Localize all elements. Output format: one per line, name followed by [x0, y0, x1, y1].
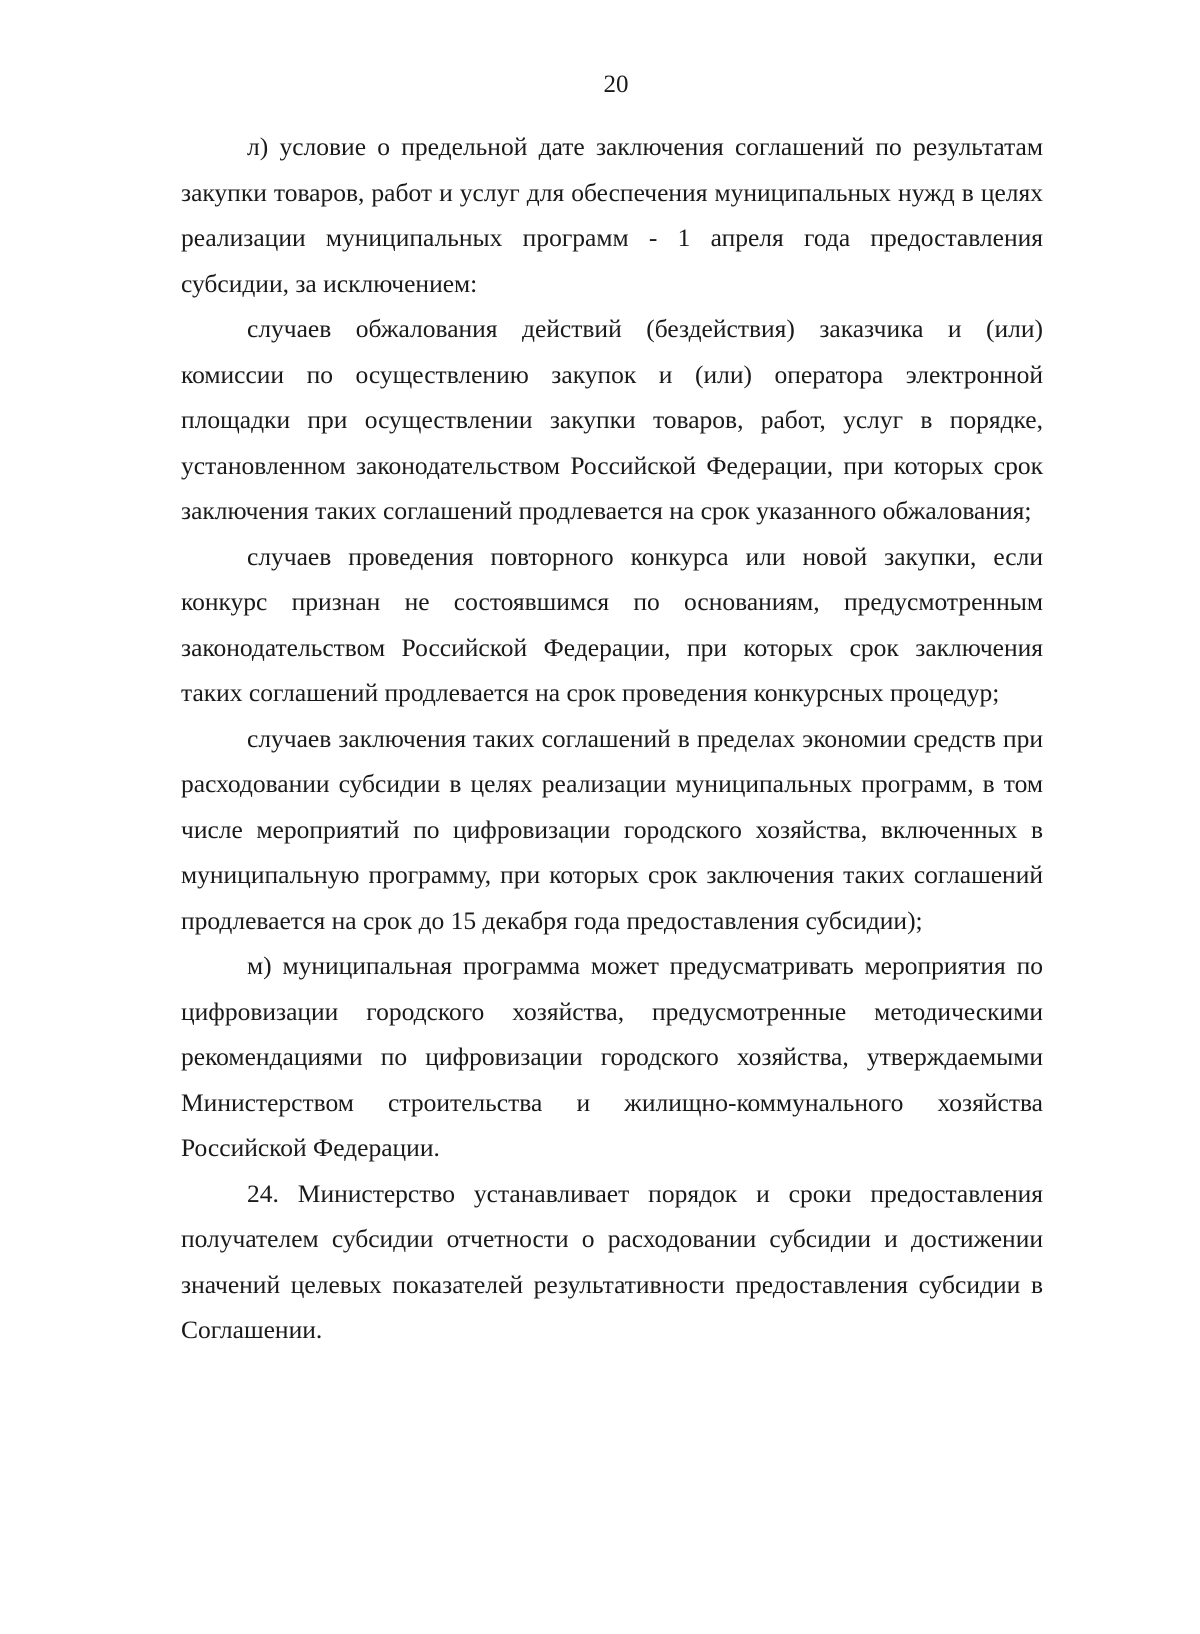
paragraph-repeat-tender-exception: случаев проведения повторного конкурса или новой закупки, если конкурс признан не состоявшимся по основаниям, предусмотренным законодательством Российской Федерации, при которых срок заключения таких соглашений продлевается на срок проведения конкурсных процедур;: [181, 541, 1043, 707]
page-number: 20: [603, 71, 629, 98]
paragraph-appeal-exception: случаев обжалования действий (бездействия) заказчика и (или) комиссии по осуществлению закупок и (или) оператора электронной площадки при осуществлении закупки товаров, работ, услуг в порядке, установленном законодательством Российской Федерации, при которых срок заключения таких соглашений продлевается на срок указанного обжалования;: [181, 314, 1043, 525]
paragraph-24: 24. Министерство устанавливает порядок и сроки предоставления получателем субсидии отчетности о расходовании субсидии и достижении значений целевых показателей результативности предоставления субсидии в Соглашении.: [181, 1178, 1043, 1344]
document-body: [181, 124, 1043, 1353]
paragraph-m: м) муниципальная программа может предусматривать мероприятия по цифровизации городского хозяйства, предусмотренные методическими рекомендациями по цифровизации городского хозяйства, утверждаемыми Министерством строительства и жилищно-коммунального хозяйства Российской Федерации.: [181, 951, 1043, 1162]
paragraph-l: л) условие о предельной дате заключения соглашений по результатам закупки товаров, работ и услуг для обеспечения муниципальных нужд в целях реализации муниципальных программ - 1 апреля года предоставления субсидии, за исключением:: [181, 132, 1043, 298]
paragraph-savings-exception: случаев заключения таких соглашений в пределах экономии средств при расходовании субсидии в целях реализации муниципальных программ, в том числе мероприятий по цифровизации городского хозяйства, включенных в муниципальную программу, при которых срок заключения таких соглашений продлевается на срок до 15 декабря года предоставления субсидии);: [181, 723, 1043, 935]
